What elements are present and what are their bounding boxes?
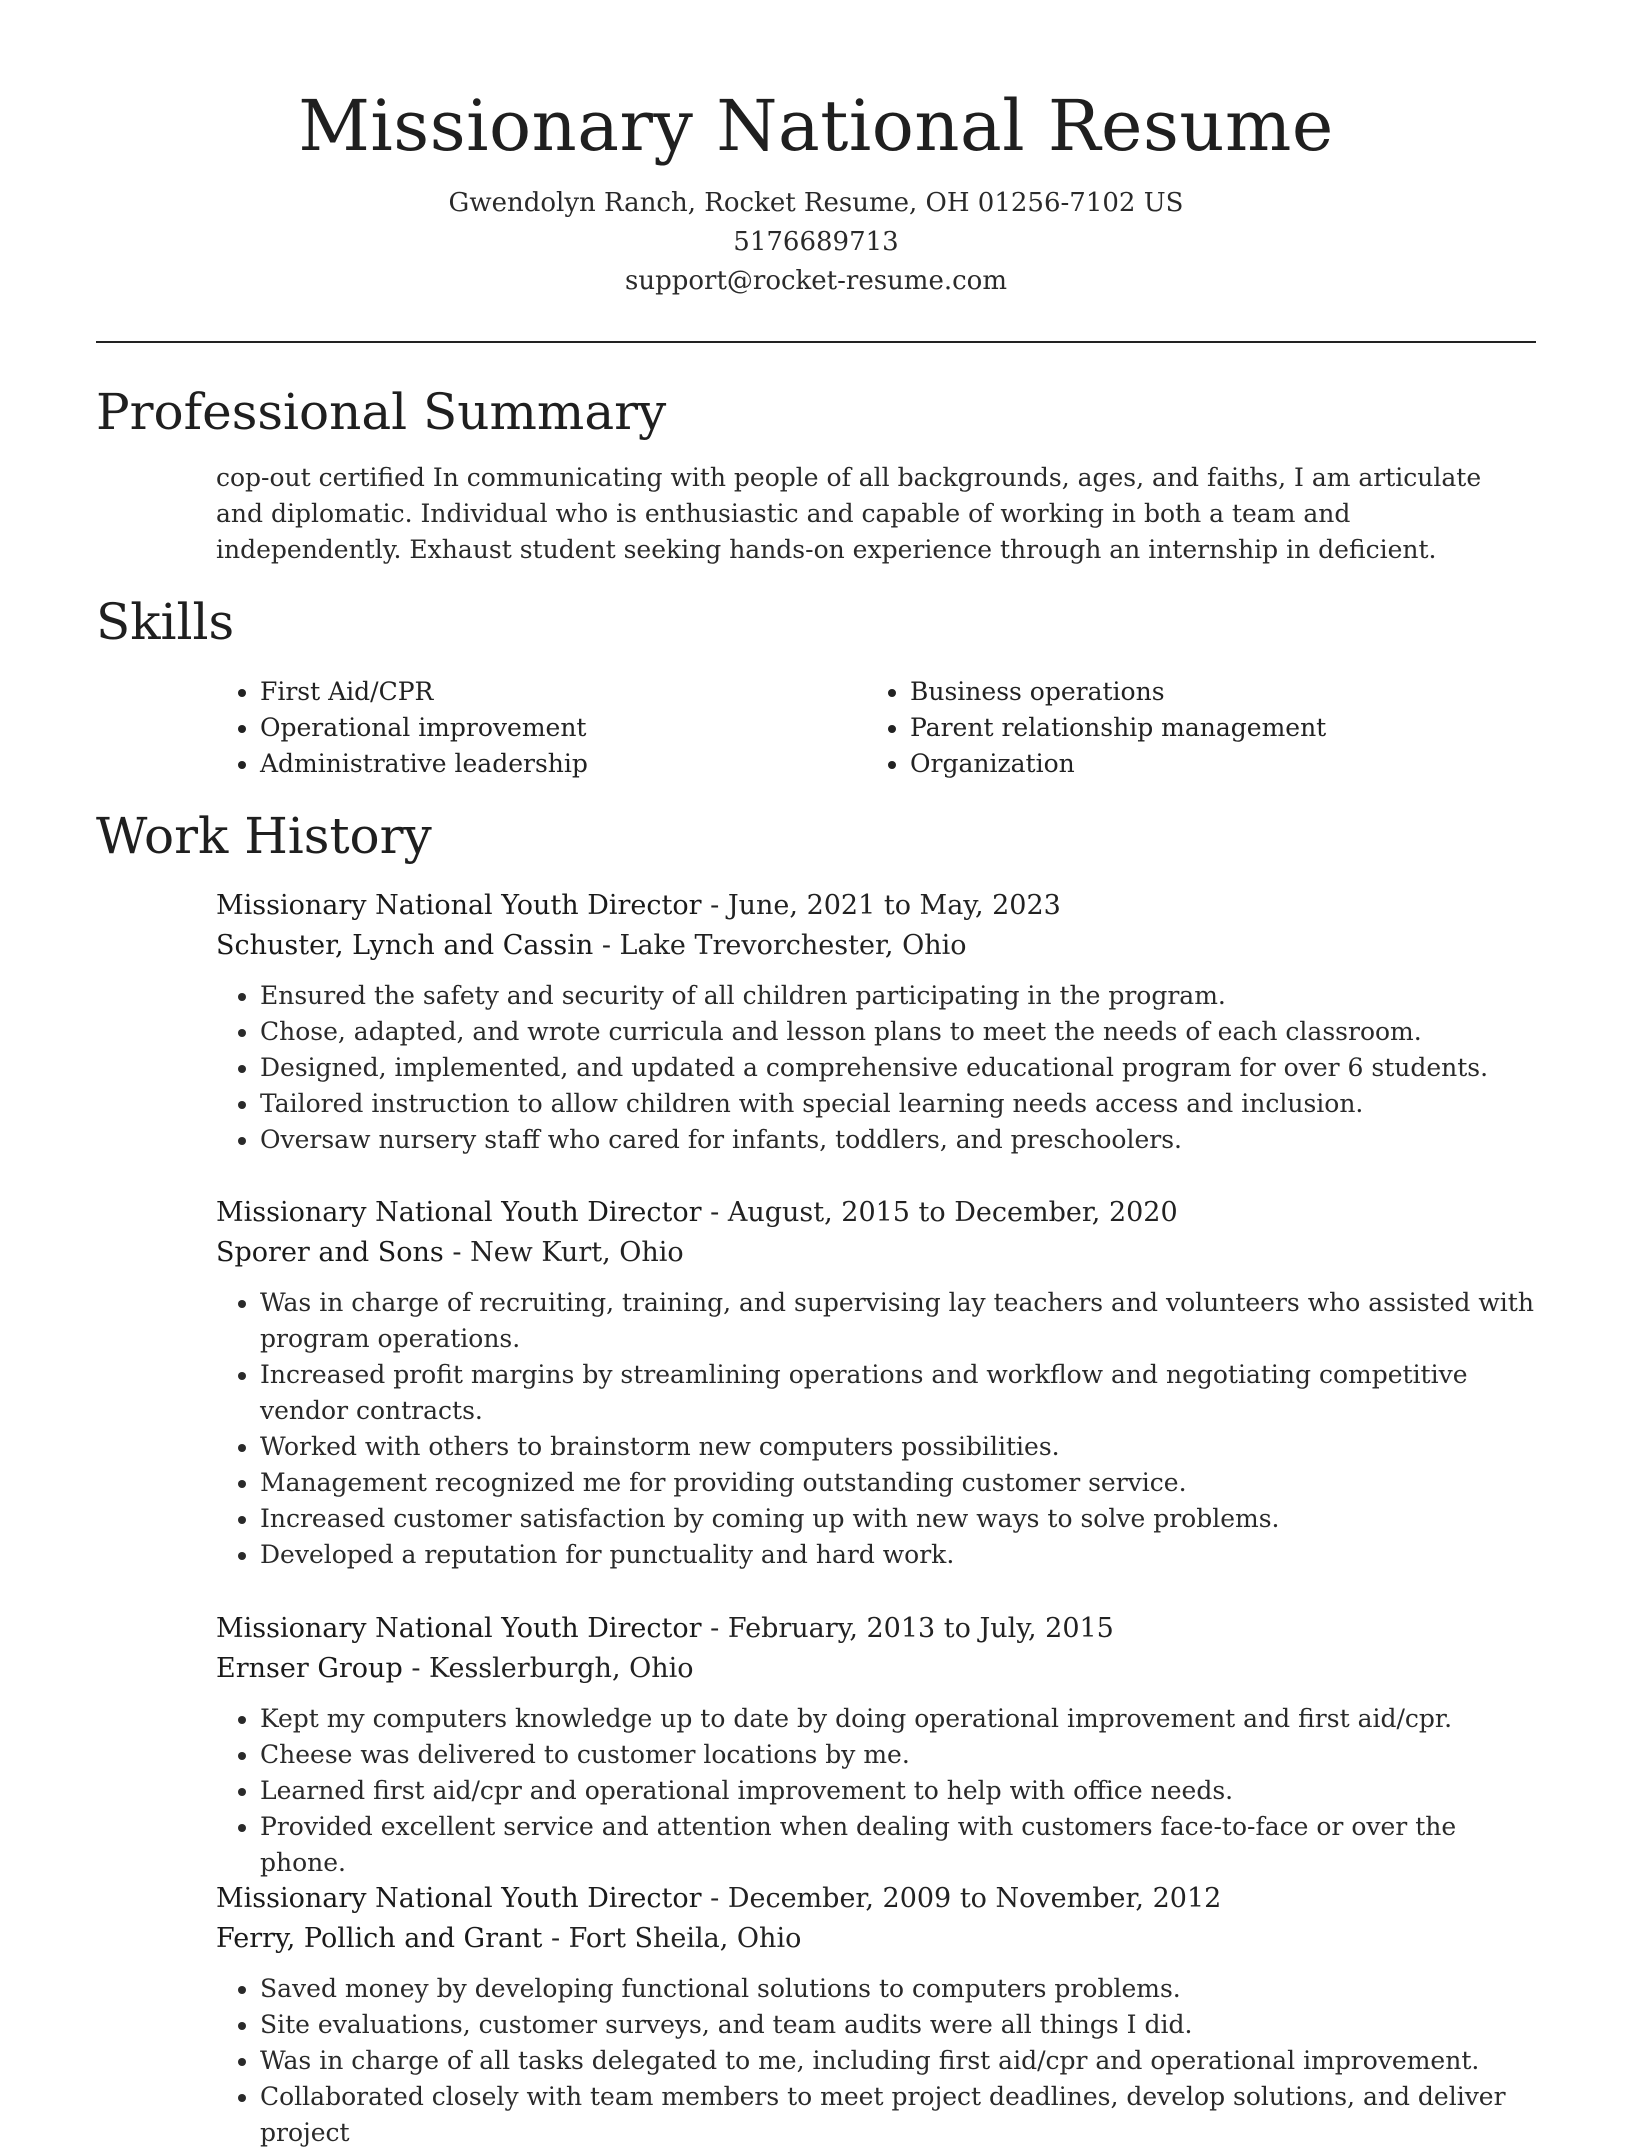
job-bullets [216,978,1536,1158]
job-bullet: • Saved money by developing functional solutions to computers problems. [260,1971,1536,2007]
job-entry [216,886,1536,1158]
job-dates: December, 2009 to November, 2012 [727,1883,1222,1914]
skill-item: • Organization [910,746,1516,782]
skills-column-right [866,674,1516,782]
job-location: New Kurt, Ohio [470,1237,684,1268]
job-bullet: • Increased profit margins by streamlining operations and workflow and negotiating competitive vendor contracts. [260,1357,1536,1429]
job-title-line: Missionary National Youth Director - December, 2009 to November, 2012 [216,1883,1222,1914]
job-bullet: • Cheese was delivered to customer locations by me. [260,1737,1536,1773]
resume-header [0,0,1632,301]
job-company-line: Ernser Group - Kesslerburgh, Ohio [216,1653,694,1684]
job-company-line: Sporer and Sons - New Kurt, Ohio [216,1237,684,1268]
job-bullet: • Ensured the safety and security of all children participating in the program. [260,978,1536,1014]
job-location: Lake Trevorchester, Ohio [619,930,967,961]
job-title: Missionary National Youth Director [216,1883,702,1914]
skill-item: • First Aid/CPR [260,674,866,710]
resume-title: Missionary National Resume [298,85,1334,167]
job-company-line: Schuster, Lynch and Cassin - Lake Trevorchester, Ohio [216,930,967,961]
job-location: Fort Sheila, Ohio [568,1923,802,1954]
job-dates: February, 2013 to July, 2015 [727,1613,1114,1644]
job-bullet: • Developed a reputation for punctuality and hard work. [260,1537,1536,1573]
skill-item: • Business operations [910,674,1516,710]
job-dates: August, 2015 to December, 2020 [727,1197,1178,1228]
job-bullet: • Collaborated closely with team members to meet project deadlines, develop solutions, and deliver project [260,2079,1536,2151]
job-entry [216,1879,1536,2151]
job-bullet: • Designed, implemented, and updated a comprehensive educational program for over 6 students. [260,1050,1536,1086]
job-bullets [216,1701,1536,1881]
skills-list [216,674,1536,782]
contact-block [0,184,1632,301]
skill-item: • Operational improvement [260,710,866,746]
job-bullet: • Provided excellent service and attention when dealing with customers face-to-face or over the phone. [260,1809,1536,1881]
job-company: Ferry, Pollich and Grant [216,1923,543,1954]
job-title-line: Missionary National Youth Director - August, 2015 to December, 2020 [216,1197,1178,1228]
job-bullets [216,1285,1536,1573]
job-title-line: Missionary National Youth Director - June, 2021 to May, 2023 [216,890,1061,921]
job-company: Sporer and Sons [216,1237,444,1268]
job-location: Kesslerburgh, Ohio [429,1653,694,1684]
work-history-heading: Work History [96,807,432,865]
summary-text: cop-out certified In communicating with people of all backgrounds, ages, and faiths, I am articulate and diplomatic. Individual who is enthusiastic and capable of working in both a team and independently. Exhaust student seeking hands-on experience through an internship in deficient. [216,463,1482,564]
skills-heading: Skills [96,593,235,651]
job-dates: June, 2021 to May, 2023 [727,890,1061,921]
skill-item: • Parent relationship management [910,710,1516,746]
job-title-line: Missionary National Youth Director - February, 2013 to July, 2015 [216,1613,1114,1644]
contact-address: Gwendolyn Ranch, Rocket Resume, OH 01256-7102 US [448,188,1184,218]
job-bullet: • Site evaluations, customer surveys, and team audits were all things I did. [260,2007,1536,2043]
job-entry [216,1193,1536,1573]
job-bullet: • Was in charge of all tasks delegated to me, including first aid/cpr and operational improvement. [260,2043,1536,2079]
job-company-line: Ferry, Pollich and Grant - Fort Sheila, Ohio [216,1923,802,1954]
header-divider [96,341,1536,343]
job-bullet: • Was in charge of recruiting, training, and supervising lay teachers and volunteers who assisted with program operations. [260,1285,1536,1357]
job-bullet: • Worked with others to brainstorm new computers possibilities. [260,1429,1536,1465]
job-company: Ernser Group [216,1653,403,1684]
job-company: Schuster, Lynch and Cassin [216,930,594,961]
job-entry [216,1609,1536,1881]
job-title: Missionary National Youth Director [216,1197,702,1228]
contact-phone: 5176689713 [733,227,899,257]
job-title: Missionary National Youth Director [216,890,702,921]
summary-heading: Professional Summary [96,383,667,441]
job-bullet: • Chose, adapted, and wrote curricula and lesson plans to meet the needs of each classroom. [260,1014,1536,1050]
skills-column-left [216,674,866,782]
job-bullet: • Oversaw nursery staff who cared for infants, toddlers, and preschoolers. [260,1122,1536,1158]
skill-item: • Administrative leadership [260,746,866,782]
job-title: Missionary National Youth Director [216,1613,702,1644]
job-bullet: • Increased customer satisfaction by coming up with new ways to solve problems. [260,1501,1536,1537]
contact-email: support@rocket-resume.com [624,266,1007,296]
job-bullet: • Kept my computers knowledge up to date by doing operational improvement and first aid/cpr. [260,1701,1536,1737]
job-bullets [216,1971,1536,2151]
job-bullet: • Management recognized me for providing outstanding customer service. [260,1465,1536,1501]
job-bullet: • Tailored instruction to allow children with special learning needs access and inclusion. [260,1086,1536,1122]
job-bullet: • Learned first aid/cpr and operational improvement to help with office needs. [260,1773,1536,1809]
